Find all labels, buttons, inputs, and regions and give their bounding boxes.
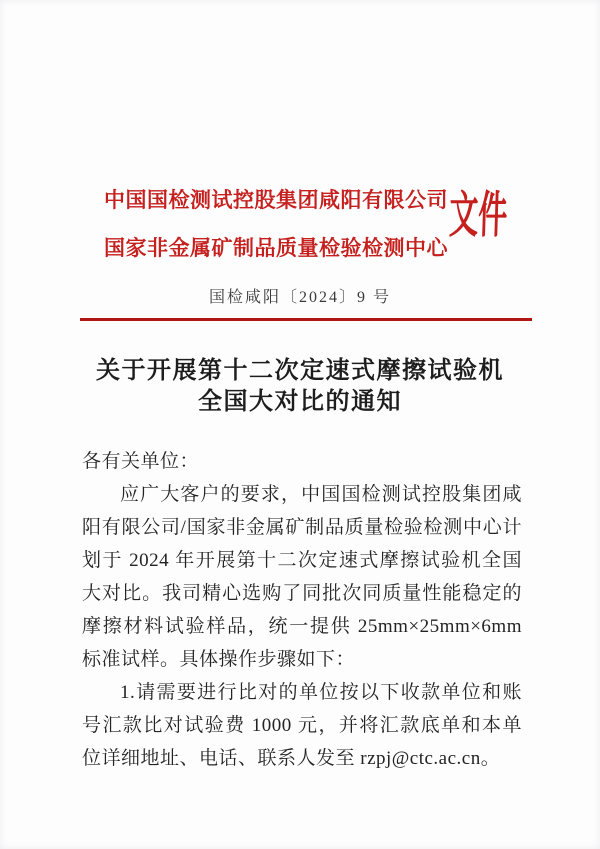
- letterhead: [104, 176, 448, 272]
- document-title: [0, 356, 600, 418]
- body-paragraph-1: 应广大客户的要求，中国国检测试控股集团咸阳有限公司/国家非金属矿制品质量检验检测中心计划于 2024 年开展第十二次定速式摩擦试验机全国大对比。我司精心选购了同批次同质量性能稳定的摩擦材料试验样品，统一提供 25mm×25mm×6mm 标准试样。具体操作步骤如下：: [82, 484, 522, 670]
- document-number: 国检咸阳〔2024〕9 号: [208, 289, 391, 306]
- document-title-line1: 关于开展第十二次定速式摩擦试验机: [96, 358, 504, 384]
- body-paragraph-2: 1.请需要进行比对的单位按以下收款单位和账号汇款比对试验费 1000 元，并将汇款底单和本单位详细地址、电话、联系人发至 rzpj@ctc.ac.cn。: [82, 682, 522, 769]
- salutation: 各有关单位：: [82, 451, 200, 472]
- org-name-line2: 国家非金属矿制品质量检验检测中心: [104, 236, 448, 260]
- document-kind-label: 文件: [448, 187, 509, 243]
- document-title-line2: 全国大对比的通知: [198, 389, 402, 415]
- red-divider-line: [80, 318, 532, 321]
- document-body: [82, 445, 522, 775]
- org-name-line1: 中国国检测试控股集团咸阳有限公司: [104, 188, 448, 212]
